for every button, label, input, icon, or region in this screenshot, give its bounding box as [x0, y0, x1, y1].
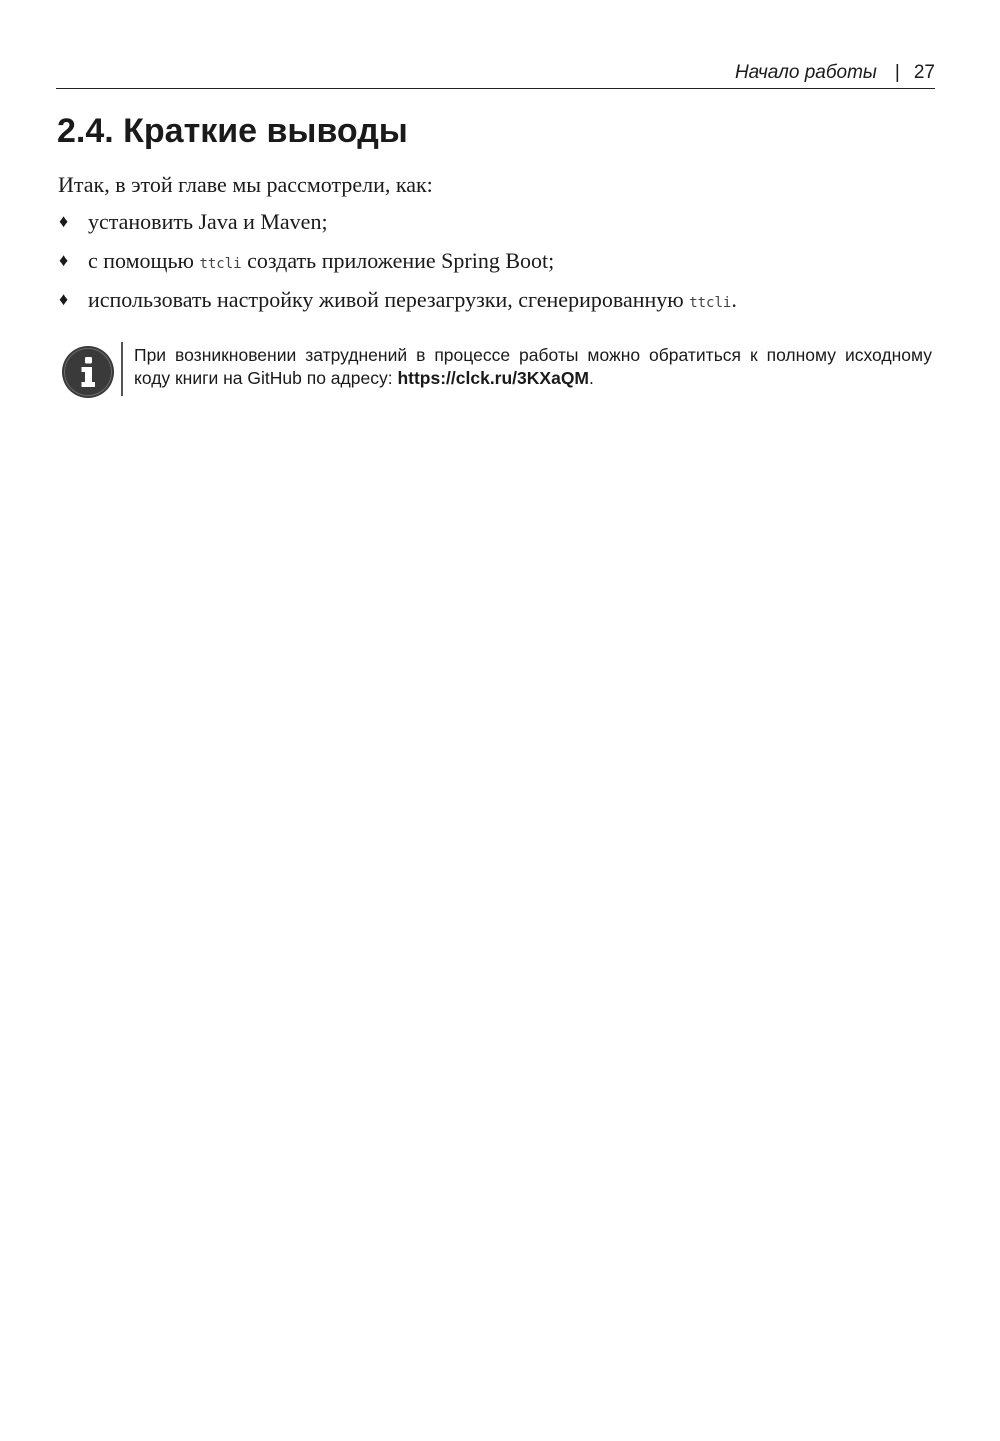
- list-item: [58, 285, 737, 324]
- list-item-text: создать приложение Spring Boot;: [241, 248, 555, 273]
- note-divider: [121, 342, 123, 396]
- running-header-chapter: Начало работы: [734, 62, 877, 83]
- running-header: [56, 60, 935, 89]
- list-item-text: использовать настройку живой перезагрузки, сгенерированную: [88, 287, 690, 312]
- section-title: 2.4. Краткие выводы: [57, 112, 408, 150]
- intro-paragraph: Итак, в этой главе мы рассмотрели, как:: [58, 172, 433, 197]
- inline-code: ttcli: [199, 256, 242, 272]
- list-item-text: установить Java и Maven;: [88, 209, 328, 234]
- list-item: [58, 207, 737, 246]
- info-note: [62, 342, 935, 396]
- list-item: [58, 246, 737, 285]
- info-icon: [62, 346, 114, 398]
- inline-code: ttcli: [689, 295, 732, 311]
- diamond-bullet-icon: ♦: [59, 289, 69, 309]
- note-text-tail: .: [589, 368, 594, 388]
- list-item-text: с помощью: [88, 248, 200, 273]
- github-link[interactable]: https://clck.ru/3KXaQM: [397, 368, 590, 388]
- list-item-text: .: [731, 287, 737, 312]
- running-header-separator: |: [894, 62, 900, 83]
- diamond-bullet-icon: ♦: [59, 250, 69, 270]
- summary-list: [58, 207, 737, 324]
- note-text-body: При возникновении затруднений в процессе работы можно обратиться к полному исходному коду книги на GitHub по адресу:: [134, 345, 932, 388]
- diamond-bullet-icon: ♦: [59, 211, 69, 231]
- page-number: 27: [913, 62, 935, 83]
- note-text: [134, 344, 932, 390]
